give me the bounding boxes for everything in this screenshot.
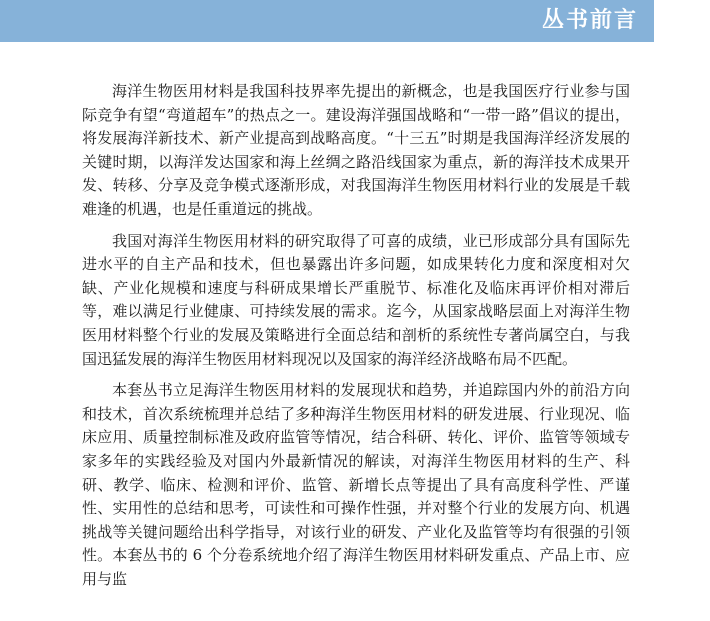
page-title: 丛书前言: [541, 8, 638, 33]
paragraph-2: 我国对海洋生物医用材料的研究取得了可喜的成绩，业已形成部分具有国际先进水平的自主产品和技术，但也暴露出许多问题，如成果转化力度和深度相对欠缺、产业化规模和速度与科研成果增长严重脱节、标准化及临床再评价相对滞后等，难以满足行业健康、可持续发展的需求。迄今，从国家战略层面上对海洋生物医用材料整个行业的发展及策略进行全面总结和剖析的系统性专著尚属空白，与我国迅猛发展的海洋生物医用材料现况以及国家的海洋经济战略布局不匹配。: [82, 231, 630, 368]
header-bar: [0, 0, 654, 42]
paragraph-3: 本套丛书立足海洋生物医用材料的发展现状和趋势，并追踪国内外的前沿方向和技术，首次系统梳理并总结了多种海洋生物医用材料的研发进展、行业现况、临床应用、质量控制标准及政府监管等情况，结合科研、转化、评价、监管等领域专家多年的实践经验及对国内外最新情况的解读，对海洋生物医用材料的生产、科研、教学、临床、检测和评价、监管、新增长点等提出了具有高度科学性、严谨性、实用性的总结和思考，可读性和可操作性强，并对整个行业的发展方向、机遇挑战等关键问题给出科学指导，对该行业的研发、产业化及监管等均有很强的引领性。本套丛书的 6 个分卷系统地介绍了海洋生物医用材料研发重点、产品上市、应用与监: [82, 381, 630, 588]
preface-body: [82, 80, 630, 591]
paragraph-1: 海洋生物医用材料是我国科技界率先提出的新概念，也是我国医疗行业参与国际竞争有望“弯道超车”的热点之一。建设海洋强国战略和“一带一路”倡议的提出，将发展海洋新技术、新产业提高到战略高度。“十三五”时期是我国海洋经济发展的关键时期，以海洋发达国家和海上丝绸之路沿线国家为重点，新的海洋技术成果开发、转移、分享及竞争模式逐渐形成，对我国海洋生物医用材料行业的发展是千载难逢的机遇，也是任重道远的挑战。: [82, 82, 630, 218]
